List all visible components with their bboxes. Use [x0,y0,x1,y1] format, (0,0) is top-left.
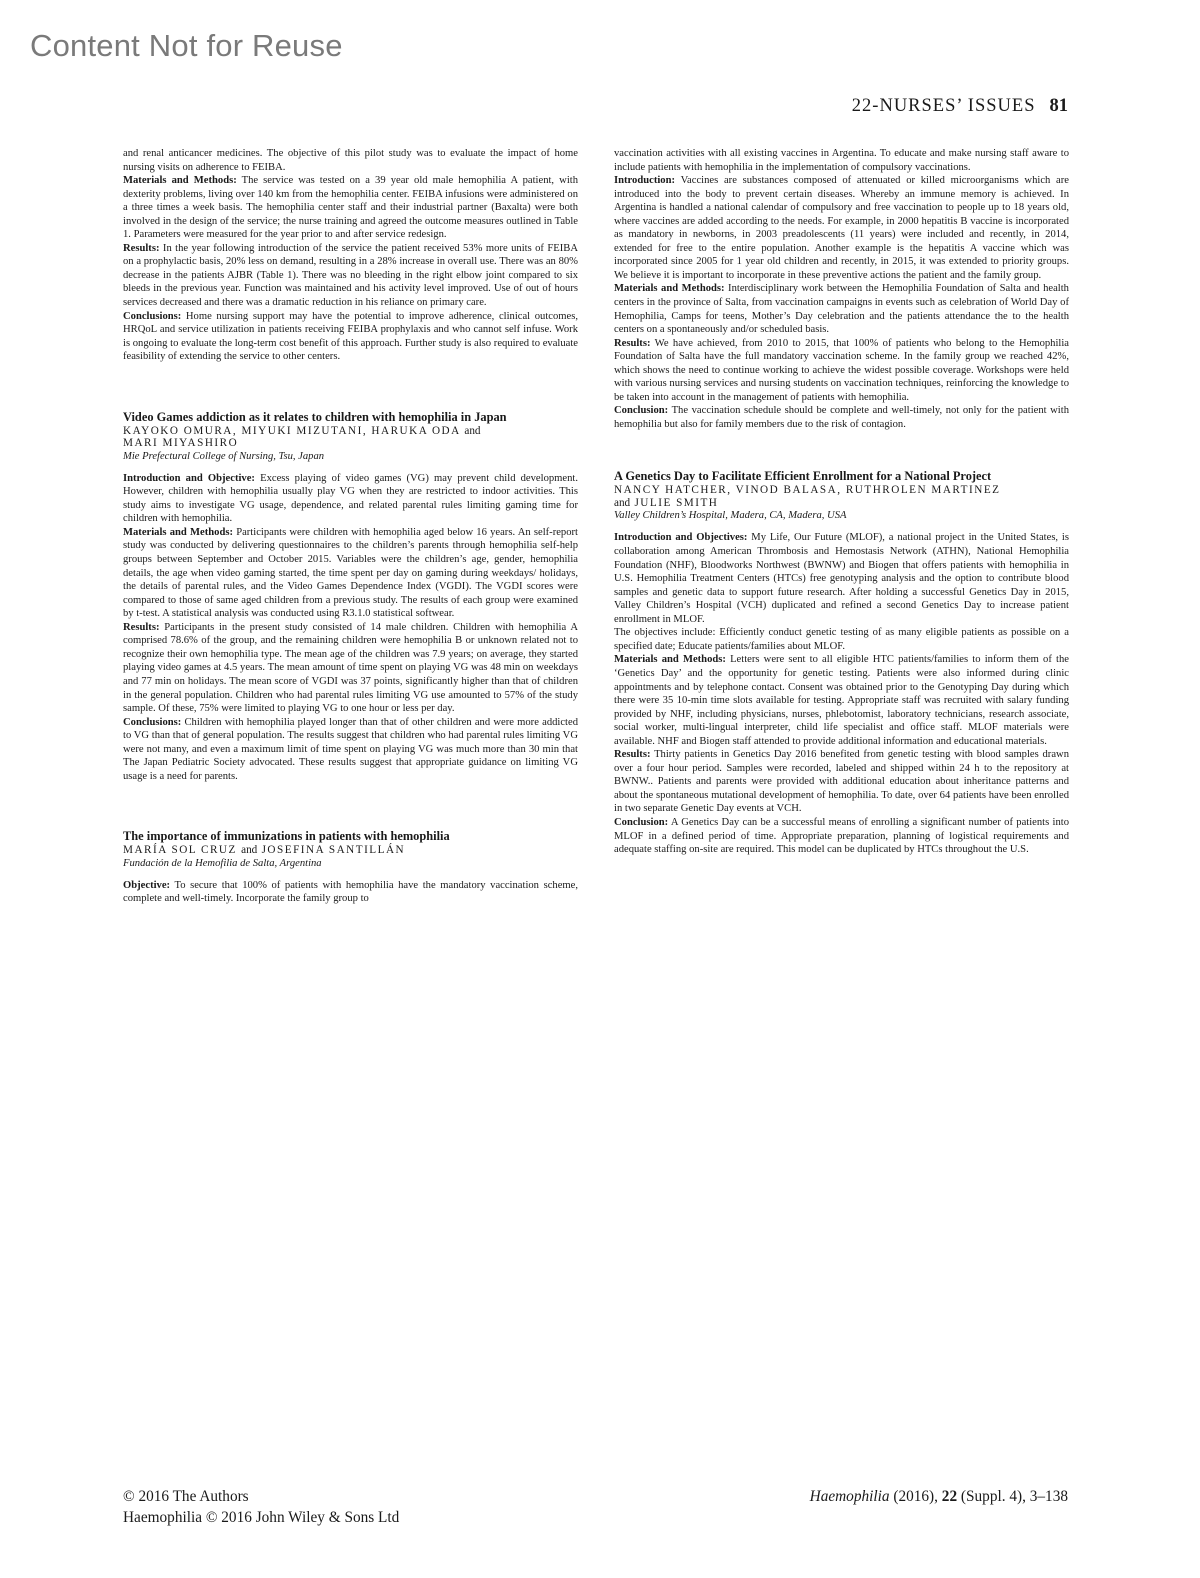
authors-names: MARI MIYASHIRO [123,437,239,450]
section-gap [614,431,1069,469]
paragraph-lead: Materials and Methods: [123,526,233,538]
authors-and: and [614,496,631,509]
paragraph-text: We have achieved, from 2010 to 2015, that 100% of patients who belong to the Hemophilia Foundation of Salta have the full mandatory vaccination scheme. In the family group we reached 42%, which shows the need to continue working to achieve the widest possible coverage. Workshops were held with various nursing services and nursing students on vaccination techniques, reinforcing the knowledge to be taken into account in the management of patients with hemophilia. [614,337,1069,403]
paragraph [614,282,1069,336]
paragraph-lead: Conclusions: [123,716,182,728]
article-title: The importance of immunizations in patients with hemophilia [123,829,450,844]
paragraph-lead: Results: [614,337,651,349]
paragraph [123,621,578,716]
paragraph: and renal anticancer medicines. The objective of this pilot study was to evaluate the impact of home nursing visits on adherence to FEIBA. [123,148,578,173]
paragraph-lead: Results: [123,621,160,633]
paragraph-lead: Results: [123,242,160,254]
article-authors [123,425,578,450]
paragraph-text: To secure that 100% of patients with hemophilia have the mandatory vaccination scheme, complete and well-timely. Incorporate the family group to [123,879,578,905]
paragraph-lead: Materials and Methods: [614,654,726,666]
paragraph-text: Participants were children with hemophilia aged below 16 years. An self-report study was conducted by delivering questionnaires to the children’s parents through hemophilia self-help groups between September and October 2015. Variables were the children’s age, gender, hemophilia details, the age when video gaming started, the time spent per day on gaming during weekdays/ holidays, the details of parental rules, and the Video Games Dependence Index (VGDI). The VGDI scores were compared to those of same aged children from a previous study. The results of each group were examined by t-test. A statistical analysis was conducted using R3.1.0 statistical softwear. [123,526,578,620]
paragraph [123,879,578,906]
paragraph-text: A Genetics Day can be a successful means of enrolling a significant number of patients into MLOF in a defined period of time. Appropriate preparation, planning of logistical requirements and adequate staffing on-site are required. This model can be duplicated by HTCs throughout the U.S. [614,816,1069,856]
paragraph-text: Thirty patients in Genetics Day 2016 benefited from genetic testing with blood samples drawn over a four hour period. Samples were recorded, labeled and shipped within 24 h to the repository at BWNW.. Patients and parents were provided with additional education about inheritance patterns and about the spontaneous mutational development of hemophilia. To date, over 64 patients have been enrolled in two separate Genetic Day events at VCH. [614,749,1069,815]
footer-citation [810,1486,1068,1507]
paragraph: vaccination activities with all existing vaccines in Argentina. To educate and make nursing staff aware to include patients with hemophilia in the implementation of compulsory vaccinations. [614,148,1069,173]
paragraph [614,748,1069,816]
paragraph [123,526,578,621]
section-title: 22-NURSES’ ISSUES [851,96,1036,116]
article-affiliation: Valley Children’s Hospital, Madera, CA, Madera, USA [614,510,847,522]
paragraph-text: My Life, Our Future (MLOF), a national project in the United States, is collaboration among American Thrombosis and Hemostasis Network (ATHN), National Hemophilia Foundation (NHF), Bloodworks Northwest (BWNW) and Biogen that offers patients with hemophilia in U.S. Hemophilia Treatment Centers (HTCs) free genotyping analysis and the option to contribute blood samples and genetic data to support future research. After holding a successful Genetics Day in 2015, Valley Children’s Hospital (VCH) duplicated and refined a second Genetics Day to increase patient enrollment in MLOF. [614,532,1069,625]
paragraph-text: In the year following introduction of the service the patient received 53% more units of FEIBA on a prophylactic basis, 20% less on demand, resulting in a 28% increase in overall use. There was an 80% decrease in the patients AJBR (Table 1). There was no bleeding in the right elbow joint compared to six bleeds in the previous year. Function was maintained and his activity level improved. Use of out of hours services decreased and there was a dramatic reduction in his reliance on primary care. [123,242,578,309]
paragraph [123,174,578,242]
paragraph-lead: Conclusion: [614,816,669,828]
paragraph-text: Participants in the present study consisted of 14 male children. Children with hemophilia A comprised 78.6% of the group, and the remaining children were hemophilia B or unknown related not to recognize their own hemophilia type. The mean age of the children was 7.9 years; on average, they started playing video games at 4.5 years. The mean amount of time spent on playing VG was 48 min on weekdays and 77 min on holidays. The mean score of VGDI was 37 points, significantly higher than that of children in the general population. Children who had parental rules limiting VG use amounted to 57% of the study sample. Of these, 75% were limited to playing VG to one hour or less per day. [123,621,578,715]
footer-copyright [123,1486,399,1528]
paragraph-lead: Results: [614,749,651,761]
paragraph-text: Interdisciplinary work between the Hemophilia Foundation of Salta and health centers in the province of Salta, from vaccination campaigns in events such as celebration of World Day of Hemophilia, Camps for teens, Mother’s Day celebration and the patients attendance the to the health centers on a spontaneously and/or scheduled basis. [614,283,1069,336]
article-affiliation: Mie Prefectural College of Nursing, Tsu, Japan [123,450,325,462]
paragraph-lead: Materials and Methods: [123,175,237,187]
watermark: Content Not for Reuse [30,28,343,63]
journal-name: Haemophilia [809,1488,890,1505]
paragraph-text: The service was tested on a 39 year old male hemophilia A patient, with dexterity problems, living over 140 km from the hemophilia center. FEIBA infusions were administered on a three times a week basis. The hemophilia center staff and their industrial partner (Baxalta) were both involved in the design of the service; the nurse training and agreed the outcome measures outlined in Table 1. Parameters were measured for the year prior to and after service redesign. [123,175,578,241]
section-gap [123,364,578,410]
paragraph [123,472,578,526]
paragraph-lead: Introduction and Objective: [123,472,255,484]
paragraph-lead: Introduction and Objectives: [614,532,748,544]
authors-names: KAYOKO OMURA, MIYUKI MIZUTANI, HARUKA ODA [123,424,465,437]
citation-pages: (Suppl. 4), 3–138 [957,1488,1068,1505]
authors-names: NANCY HATCHER, VINOD BALASA, RUTHROLEN MARTINEZ [614,484,1001,497]
paragraph-lead: Conclusions: [123,310,182,322]
paragraph-text: The vaccination schedule should be complete and well-timely, not only for the patient with hemophilia but also for family members due to the risk of contagion. [614,405,1069,430]
paragraph-lead: Introduction: [614,175,676,187]
copyright-line: © 2016 The Authors [123,1488,249,1505]
page-number: 81 [1049,96,1068,116]
paragraph-lead: Objective: [123,879,171,891]
paragraph-text: Home nursing support may have the potential to improve adherence, clinical outcomes, HRQoL and service utilization in patients receiving FEIBA prophylaxis and who cannot self infuse. Work is ongoing to evaluate the long-term cost benefit of this approach. Further study is also required to evaluate feasibility of extending the service to other centers. [123,310,578,363]
paragraph [123,310,578,364]
citation-volume: 22 [941,1488,958,1505]
paragraph [123,716,578,784]
paragraph [123,242,578,310]
paragraph [614,653,1069,748]
right-column [614,147,1069,857]
authors-names: JOSEFINA SANTILLÁN [257,844,406,857]
paragraph [614,337,1069,405]
paragraph [614,531,1069,626]
paragraph [614,404,1069,431]
paragraph-text: Excess playing of video games (VG) may prevent child development. However, children with hemophilia usually play VG when they are restricted to indoor activities. This study aims to investigate VG usage, dependence, and related parental rules limiting gaming time for children with hemophilia. [123,472,579,525]
section-gap [123,783,578,829]
article-authors [123,844,578,857]
paragraph-lead: Conclusion: [614,405,669,417]
paragraph [614,174,1069,282]
authors-and: and [241,844,258,857]
paragraph-text: Letters were sent to all eligible HTC patients/families to inform them of the ‘Genetics Day’ and the opportunity for genetic testing. Patients were also informed during clinic appointments and by telephone contact. Consent was obtained prior to the Genotyping Day during which there were 35 10-min time slots available for testing. Appropriate staff was recruited with salary funding provided by NHF, including physicians, nurses, phlebotomist, laboratory technicians, research associate, social worker, multi-lingual interpreter, child life specialist and office staff. MLOF materials were available. NHF and Biogen staff attended to provide additional information and educational materials. [614,654,1069,747]
article-title: A Genetics Day to Facilitate Efficient Enrollment for a National Project [614,469,992,484]
article-title: Video Games addiction as it relates to children with hemophilia in Japan [123,409,507,424]
paragraph-text: Children with hemophilia played longer than that of other children and were more addicted to VG than that of general population. The results suggest that children who had parental rules limiting VG were not many, and even a maximum limit of time spent on playing VG was much more than 30 min that The Japan Pediatric Society advocated. These results suggest that appropriate guidance on limiting VG usage is a need for parents. [123,716,578,782]
article-affiliation: Fundación de la Hemofilia de Salta, Argentina [123,857,322,869]
copyright-line: Haemophilia © 2016 John Wiley & Sons Ltd [123,1509,400,1526]
paragraph: The objectives include: Efficiently conduct genetic testing of as many eligible patients as possible on a specified date; Educate patients/families about MLOF. [614,627,1069,652]
paragraph [614,816,1069,857]
article-authors [614,484,1069,509]
left-column [123,147,578,906]
citation-year: (2016), [889,1488,942,1505]
authors-names: MARÍA SOL CRUZ [123,844,242,857]
paragraph-lead: Materials and Methods: [614,283,725,295]
paragraph-text: Vaccines are substances composed of attenuated or killed microorganisms which are introduced into the body to prevent certain diseases. Whereby an immune memory is achieved. In Argentina is handled a national calendar of compulsory and free vaccination to people up to 18 years old, where vaccines are added according to the needs. For example, in 2000 hepatitis B vaccine is incorporated as mandatory in newborns, in 2003 preadolescents (11 years) were included and recently, in 2014, extended for free to the entire population. Another example is the hepatitis A vaccine which was incorporated since 2005 for 1 year old children and recently, in 2015, it was extended to priority groups. We believe it is important to incorporate in these preventive actions the patient and the family group. [614,175,1069,281]
authors-and: and [464,424,481,437]
running-head [852,96,1068,117]
authors-names: JULIE SMITH [630,496,719,509]
